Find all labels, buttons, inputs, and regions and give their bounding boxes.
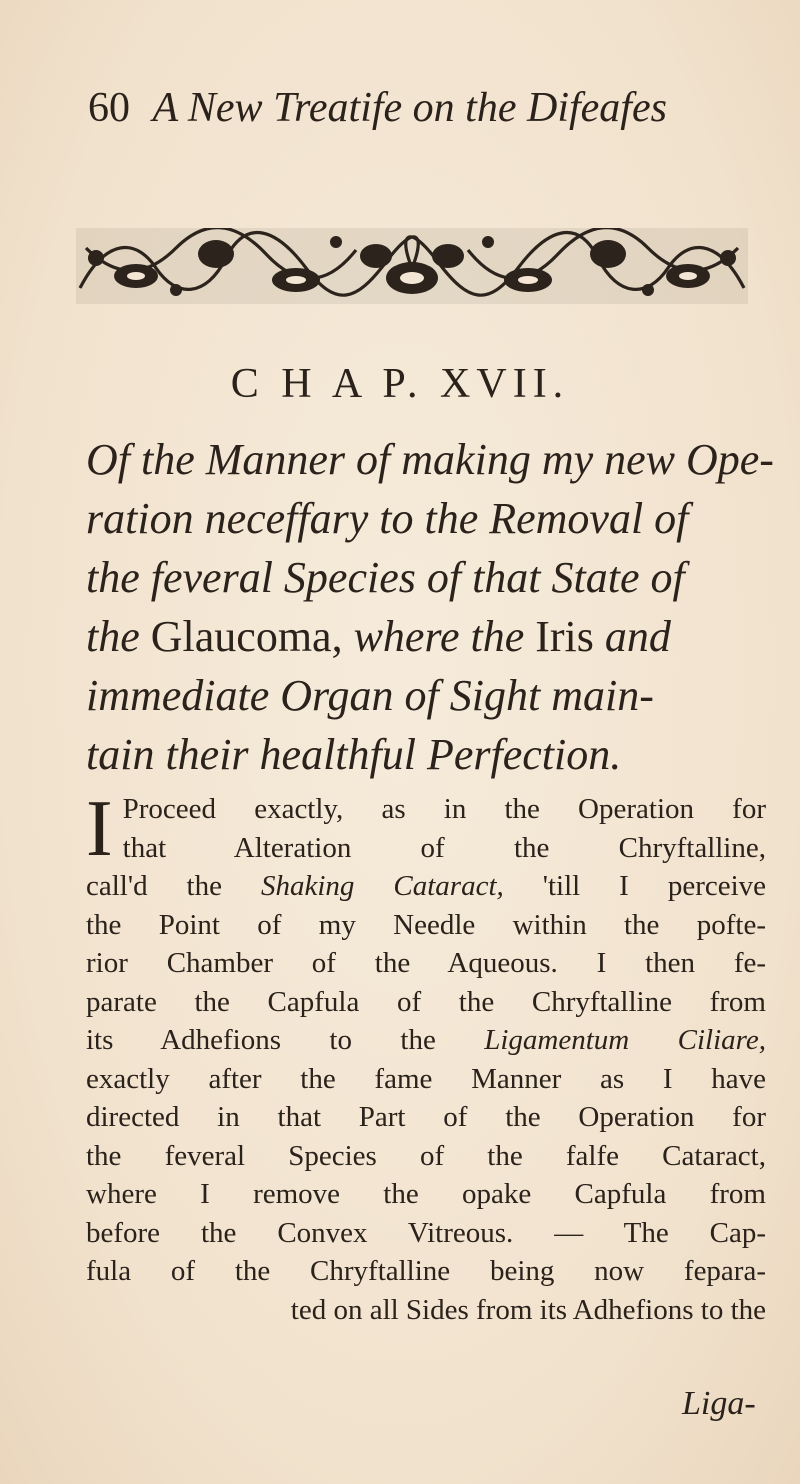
heading-line-4-e: and bbox=[604, 612, 671, 661]
chapter-heading bbox=[86, 430, 774, 784]
heading-line-4-c: where the bbox=[353, 612, 525, 661]
floral-headpiece-icon bbox=[76, 228, 748, 304]
body-line-8: exactly after the fame Manner as I have bbox=[86, 1062, 766, 1095]
body-line-11: where I remove the opake Capfula from bbox=[86, 1178, 766, 1210]
body-line-7-b: Ligamentum Ciliare, bbox=[484, 1024, 766, 1056]
body-line-13: fula of the Chryftalline being now fepara- bbox=[86, 1255, 766, 1287]
body-line-6: parate the Capfula of the Chryftalline from bbox=[86, 985, 766, 1018]
catchword: Liga- bbox=[682, 1385, 756, 1422]
body-line-4: the Point of my Needle within the pofte- bbox=[86, 908, 766, 941]
body-line-2: that Alteration of the Chryftalline, bbox=[122, 831, 766, 864]
body-line-7-a: its Adhefions to the bbox=[86, 1024, 436, 1056]
body-line-9: directed in that Part of the Operation for bbox=[86, 1101, 766, 1133]
heading-line-4-a: the bbox=[86, 612, 140, 661]
heading-line-4 bbox=[86, 607, 766, 666]
chapter-title: C H A P. XVII. bbox=[230, 361, 570, 407]
body-line-10: the feveral Species of the falfe Cataract, bbox=[86, 1139, 766, 1172]
body-line-7 bbox=[86, 1021, 766, 1060]
body-line-5: rior Chamber of the Aqueous. I then fe- bbox=[86, 947, 766, 979]
drop-cap: I bbox=[86, 785, 113, 873]
page-number: 60 bbox=[88, 85, 130, 131]
body-line-3-b: Shaking Cataract, bbox=[260, 870, 504, 902]
heading-line-4-d: Iris bbox=[535, 612, 594, 661]
body-line-12: before the Convex Vitreous. — The Cap- bbox=[86, 1216, 766, 1249]
heading-line-1: Of the Manner of making my new Ope- bbox=[86, 435, 774, 484]
running-header bbox=[88, 78, 748, 138]
heading-line-2: ration neceffary to the Removal of bbox=[86, 494, 689, 543]
body-line-3 bbox=[86, 867, 766, 906]
running-title: A New Treatife on the Difeafes bbox=[152, 85, 667, 131]
heading-line-4-b: Glaucoma, bbox=[150, 612, 343, 661]
body-line-1: Proceed exactly, as in the Operation for bbox=[122, 793, 766, 825]
heading-line-3: the feveral Species of that State of bbox=[86, 553, 685, 602]
body-line-14: ted on all Sides from its Adhefions to the bbox=[290, 1293, 766, 1326]
heading-line-6: tain their healthful Perfection. bbox=[86, 730, 622, 779]
body-line-3-a: call'd the bbox=[86, 870, 222, 902]
heading-line-5: immediate Organ of Sight main- bbox=[86, 671, 654, 720]
body-line-3-c: 'till I perceive bbox=[542, 870, 767, 902]
body-text bbox=[86, 785, 767, 1329]
